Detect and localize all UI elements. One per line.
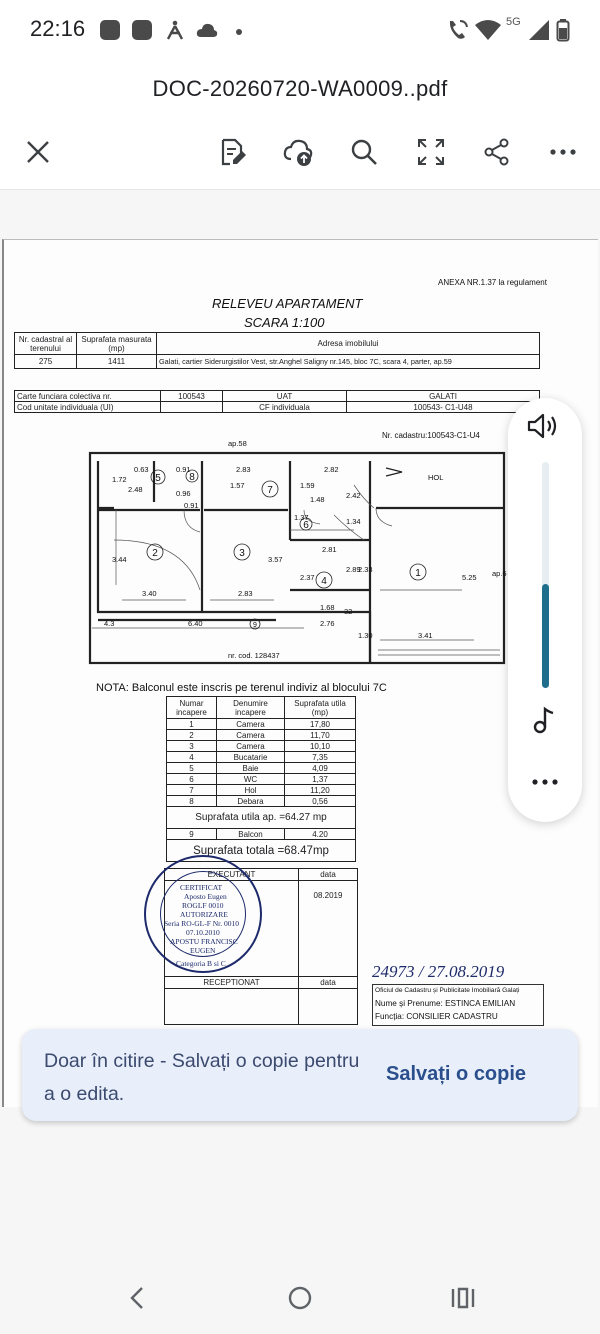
room-number: 2 bbox=[152, 548, 158, 559]
close-icon bbox=[25, 139, 51, 165]
plan-dim: 1.57 bbox=[230, 481, 245, 490]
room-cell: 5 bbox=[167, 763, 217, 774]
plan-dim: 3.57 bbox=[268, 555, 283, 564]
room-cell: Camera bbox=[217, 719, 285, 730]
wifi-calling-icon bbox=[446, 18, 470, 42]
stamp-text: 07.10.2010 bbox=[186, 928, 220, 937]
back-button[interactable] bbox=[122, 1283, 152, 1313]
plan-dim: 2.83 bbox=[236, 465, 251, 474]
home-icon bbox=[287, 1285, 313, 1311]
room-cell: 11,20 bbox=[285, 785, 356, 796]
room-cell: 8 bbox=[167, 796, 217, 807]
plan-dim: 3.41 bbox=[418, 631, 433, 640]
table-row bbox=[167, 752, 356, 763]
surface-value: 1411 bbox=[77, 355, 157, 369]
table-row bbox=[167, 774, 356, 785]
save-to-drive-button[interactable] bbox=[278, 132, 318, 172]
plan-dim: 0.91 bbox=[184, 501, 199, 510]
plan-dim: 1.72 bbox=[112, 475, 127, 484]
room-number: 1 bbox=[415, 568, 421, 579]
cadastral-header: Nr. cadastral al terenului bbox=[15, 333, 77, 355]
more-options-button[interactable] bbox=[543, 132, 583, 172]
registration-signature: 24973 / 27.08.2019 bbox=[372, 962, 505, 981]
save-copy-button[interactable]: Salvați o copie bbox=[386, 1063, 527, 1085]
executant-date: 08.2019 bbox=[299, 881, 358, 977]
app-notification-icon bbox=[132, 20, 152, 40]
back-icon bbox=[128, 1286, 146, 1310]
address-header: Adresa imobilului bbox=[157, 333, 540, 355]
room-cell: 1,37 bbox=[285, 774, 356, 785]
uat-label: UAT bbox=[223, 391, 347, 402]
ui-label: Cod unitate individuala (UI) bbox=[15, 402, 161, 413]
plan-dim: 2.82 bbox=[324, 465, 339, 474]
accessibility-icon bbox=[164, 19, 186, 41]
room-cell: 11,70 bbox=[285, 730, 356, 741]
table-row bbox=[167, 719, 356, 730]
room-number: 5 bbox=[155, 473, 161, 484]
receptionat-header: RECEPTIONAT bbox=[165, 977, 299, 989]
room-number-header: Numar incapere bbox=[167, 697, 217, 719]
room-cell: Debara bbox=[217, 796, 285, 807]
plan-neighbor-label-2: ap.6 bbox=[492, 569, 507, 578]
edit-icon bbox=[217, 137, 247, 167]
plan-dim: 4.3 bbox=[104, 619, 115, 628]
cf-number: 100543 bbox=[161, 391, 223, 402]
room-cell: Bucatarie bbox=[217, 752, 285, 763]
battery-icon bbox=[556, 18, 570, 42]
room-cell: Camera bbox=[217, 741, 285, 752]
plan-hol-label: HOL bbox=[428, 473, 444, 482]
room-number: 8 bbox=[189, 472, 195, 483]
search-icon bbox=[350, 138, 378, 166]
receptionat-date-cell bbox=[299, 989, 358, 1025]
plan-dim: 2.33 bbox=[358, 565, 373, 574]
more-icon bbox=[550, 148, 576, 156]
room-cell: 6 bbox=[167, 774, 217, 785]
room-cell: Balcon bbox=[217, 829, 285, 840]
plan-dim: 1.68 bbox=[320, 603, 335, 612]
plan-dim: 1.34 bbox=[346, 517, 361, 526]
search-button[interactable] bbox=[344, 132, 384, 172]
navigation-bar bbox=[0, 1261, 600, 1334]
plan-code-label: nr. cod. 128437 bbox=[228, 651, 280, 660]
room-cell: Hol bbox=[217, 785, 285, 796]
volume-icon[interactable] bbox=[526, 412, 560, 440]
cf-individual-value: 100543- C1-U48 bbox=[347, 402, 540, 413]
ocpi-text: Funcția: CONSILIER CADASTRU bbox=[375, 1012, 498, 1021]
plan-dim: 2.48 bbox=[128, 485, 143, 494]
plan-dim: 0.91 bbox=[176, 465, 191, 474]
network-type: 5G bbox=[506, 16, 521, 28]
status-bar bbox=[0, 0, 600, 62]
recents-button[interactable] bbox=[448, 1283, 478, 1313]
volume-slider-fill bbox=[542, 584, 549, 688]
stamp-text: Aposto Eugen bbox=[184, 892, 227, 901]
executant-date-header: data bbox=[299, 869, 358, 881]
room-cell: 2 bbox=[167, 730, 217, 741]
cloud-icon bbox=[196, 22, 218, 38]
cf-individual-label: CF individuala bbox=[223, 402, 347, 413]
room-number: 9 bbox=[253, 622, 257, 629]
plan-dim: 2.42 bbox=[346, 491, 361, 500]
wifi-icon bbox=[474, 18, 502, 42]
room-number: 6 bbox=[303, 520, 309, 531]
room-cell: Baie bbox=[217, 763, 285, 774]
signal-icon bbox=[528, 18, 550, 42]
share-icon bbox=[483, 138, 511, 166]
plan-dim: 2.89 bbox=[346, 565, 361, 574]
plan-dim: 2.81 bbox=[322, 545, 337, 554]
music-note-icon[interactable] bbox=[533, 706, 555, 734]
room-area-header: Suprafata utila (mp) bbox=[285, 697, 356, 719]
plan-dim: 1.48 bbox=[310, 495, 325, 504]
plan-dim: 0.63 bbox=[134, 465, 149, 474]
room-cell: 10,10 bbox=[285, 741, 356, 752]
room-cell: 4 bbox=[167, 752, 217, 763]
table-row bbox=[167, 785, 356, 796]
room-cell: 7,35 bbox=[285, 752, 356, 763]
executant-header: EXECUTANT bbox=[165, 869, 299, 881]
plan-title: RELEVEU APARTAMENT bbox=[212, 296, 363, 311]
room-cell: 1 bbox=[167, 719, 217, 730]
plan-dim: 1.37 bbox=[294, 513, 309, 522]
plan-dim: 32 bbox=[344, 607, 353, 616]
plan-dim: 3.44 bbox=[112, 555, 127, 564]
room-cell: 0,56 bbox=[285, 796, 356, 807]
close-button[interactable] bbox=[18, 132, 58, 172]
document-title: DOC-20260720-WA0009..pdf bbox=[152, 76, 448, 101]
useful-area-total: Suprafata utila ap. =64.27 mp bbox=[167, 807, 356, 829]
cadastral-number: Nr. cadastru:100543-C1-U4 bbox=[382, 431, 480, 440]
room-cell: 9 bbox=[167, 829, 217, 840]
table-row bbox=[167, 829, 356, 840]
cadastral-value: 275 bbox=[15, 355, 77, 369]
edit-button[interactable] bbox=[212, 132, 252, 172]
stamp-text: APOSTU FRANCISC bbox=[170, 937, 238, 946]
app-header bbox=[0, 62, 600, 190]
balcony-note: NOTA: Balconul este inscris pe terenul indiviz al blocului 7C bbox=[96, 682, 387, 694]
volume-panel[interactable] bbox=[508, 398, 582, 822]
plan-dim: 0.96 bbox=[176, 489, 191, 498]
room-cell: WC bbox=[217, 774, 285, 785]
app-notification-icon bbox=[100, 20, 120, 40]
room-number: 7 bbox=[267, 485, 273, 496]
plan-dim: 2.37 bbox=[300, 573, 315, 582]
plan-dim: 6.40 bbox=[188, 619, 203, 628]
plan-dim: 2.83 bbox=[238, 589, 253, 598]
room-cell: 7 bbox=[167, 785, 217, 796]
plan-scale: SCARA 1:100 bbox=[244, 315, 325, 330]
cf-label: Carte funciara colectiva nr. bbox=[15, 391, 161, 402]
room-cell: 4.20 bbox=[285, 829, 356, 840]
certification-stamp bbox=[144, 855, 262, 973]
plan-dim: 1.59 bbox=[300, 481, 315, 490]
room-number: 3 bbox=[239, 548, 245, 559]
room-cell: 3 bbox=[167, 741, 217, 752]
plan-neighbor-label: ap.58 bbox=[228, 439, 247, 448]
receptionat-signature-cell bbox=[165, 989, 299, 1025]
surface-header: Suprafata masurata (mp) bbox=[77, 333, 157, 355]
status-time: 22:16 bbox=[30, 16, 86, 41]
fullscreen-icon bbox=[417, 138, 445, 166]
table-row bbox=[167, 741, 356, 752]
stamp-text: CERTIFICAT bbox=[180, 883, 223, 892]
read-only-snackbar bbox=[22, 1029, 578, 1121]
ocpi-text: Nume și Prenume: ESTINCA EMILIAN bbox=[375, 999, 516, 1008]
recents-icon bbox=[450, 1286, 476, 1310]
stamp-text: AUTORIZARE bbox=[180, 910, 228, 919]
cloud-upload-icon bbox=[282, 137, 314, 167]
table-row bbox=[167, 763, 356, 774]
volume-slider[interactable] bbox=[542, 462, 549, 688]
table-row bbox=[167, 796, 356, 807]
fullscreen-button[interactable] bbox=[411, 132, 451, 172]
rooms-table bbox=[166, 696, 356, 862]
receptionat-date-header: data bbox=[299, 977, 358, 989]
stamp-text: EUGEN bbox=[190, 946, 216, 955]
room-cell: 4,09 bbox=[285, 763, 356, 774]
table-row bbox=[167, 730, 356, 741]
room-cell: Camera bbox=[217, 730, 285, 741]
plan-dim: 2.76 bbox=[320, 619, 335, 628]
plan-dim: 3.40 bbox=[142, 589, 157, 598]
ocpi-stamp bbox=[372, 984, 544, 1026]
room-number: 4 bbox=[321, 576, 327, 587]
room-name-header: Denumire incapere bbox=[217, 697, 285, 719]
room-cell: 17,80 bbox=[285, 719, 356, 730]
stamp-text: Categoria B si C bbox=[176, 959, 226, 968]
ocpi-text: Oficiul de Cadastru și Publicitate Imobiliară Galați bbox=[375, 987, 520, 994]
address-value: Galati, cartier Siderurgistilor Vest, str.Anghel Saligny nr.145, bloc 7C, scara 4, parter, ap.59 bbox=[157, 355, 540, 369]
uat-value: GALATI bbox=[347, 391, 540, 402]
more-icon[interactable] bbox=[532, 778, 558, 786]
total-area: Suprafata totala =68.47mp bbox=[167, 840, 356, 862]
plan-dim: 1.30 bbox=[358, 631, 373, 640]
stamp-text: Seria RO-GL-F Nr. 0010 bbox=[164, 919, 239, 928]
share-button[interactable] bbox=[477, 132, 517, 172]
plan-dim: 5.25 bbox=[462, 573, 477, 582]
dot-icon bbox=[236, 29, 242, 35]
home-button[interactable] bbox=[285, 1283, 315, 1313]
snackbar-message: Doar în citire - Salvați o copie pentru a o edita. bbox=[44, 1050, 360, 1105]
annex-label: ANEXA NR.1.37 la regulament bbox=[438, 278, 547, 287]
stamp-text: ROGLF 0010 bbox=[182, 901, 224, 910]
